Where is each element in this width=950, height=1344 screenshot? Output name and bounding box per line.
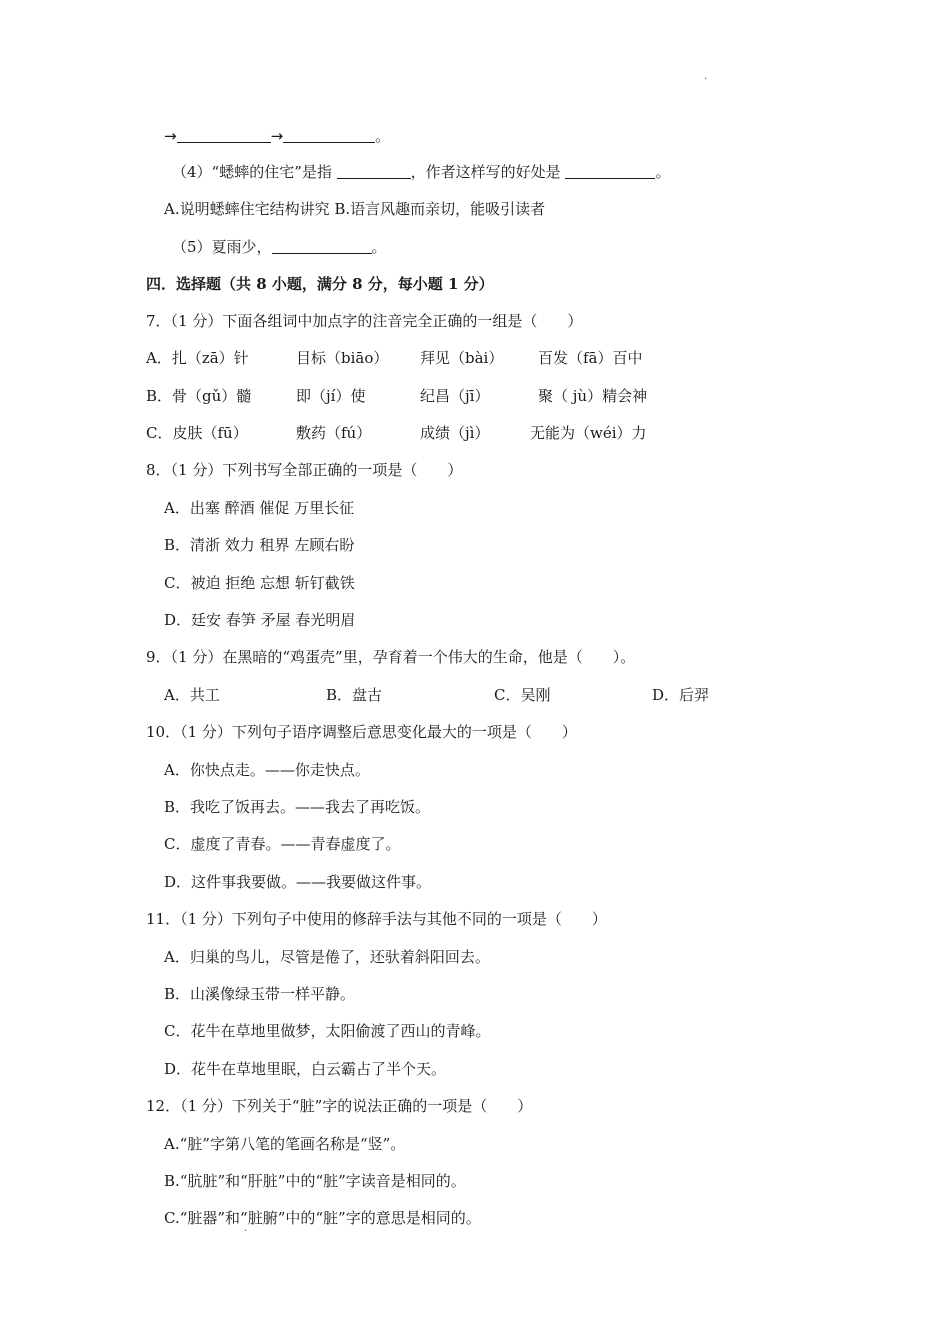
question-10-option-d[interactable]: D．这件事我要做。——我要做这件事。 <box>164 873 432 891</box>
sub-question-4: （4）“蟋蟀的住宅”是指 ，作者这样写的好处是 。 <box>172 163 671 181</box>
question-10-option-c[interactable]: C．虚度了青春。——青春虚度了。 <box>164 835 401 853</box>
question-12-option-c[interactable]: C.“脏器”和“脏腑”中的“脏”字的意思是相同的。 <box>164 1209 481 1227</box>
question-7-row-c: C．皮肤（fū） 敷药（fú） 成绩（jì） 无能为（wéi）力 <box>146 424 647 442</box>
question-9-option-b[interactable]: B．盘古 <box>326 686 383 704</box>
question-11-option-a[interactable]: A．归巢的鸟儿，尽管是倦了，还驮着斜阳回去。 <box>164 948 490 966</box>
answer-blank[interactable] <box>565 162 655 179</box>
answer-blank[interactable] <box>177 126 271 143</box>
question-10-option-b[interactable]: B．我吃了饭再去。——我去了再吃饭。 <box>164 798 431 816</box>
question-11-option-c[interactable]: C．花牛在草地里做梦，太阳偷渡了西山的青峰。 <box>164 1022 491 1040</box>
question-8-option-a[interactable]: A．出塞 醉酒 催促 万里长征 <box>164 499 355 517</box>
fill-line-arrows: → → 。 <box>164 127 391 145</box>
question-12-option-b[interactable]: B.“肮脏”和“肝脏”中的“脏”字读音是相同的。 <box>164 1172 466 1190</box>
answer-blank[interactable] <box>272 237 372 254</box>
question-7-stem: 7．（1 分）下面各组词中加点字的注音完全正确的一组是（ ） <box>146 312 583 330</box>
question-12-stem: 12．（1 分）下列关于“脏”字的说法正确的一项是（ ） <box>146 1097 533 1115</box>
speck-mark: · <box>244 1226 248 1237</box>
question-9-options <box>164 684 709 706</box>
question-8-option-c[interactable]: C．被迫 拒绝 忘想 斩钉截铁 <box>164 574 355 592</box>
question-8-option-b[interactable]: B．清浙 效力 租界 左顾右盼 <box>164 536 355 554</box>
question-9-option-c[interactable]: C．吴刚 <box>494 686 551 704</box>
question-9-option-d[interactable]: D．后羿 <box>652 686 710 704</box>
arrow-icon: → <box>270 127 284 145</box>
section-title: 四．选择题（共 8 小题，满分 8 分，每小题 1 分） <box>146 275 494 293</box>
question-11-stem: 11．（1 分）下列句子中使用的修辞手法与其他不同的一项是（ ） <box>146 910 607 928</box>
arrow-icon: → <box>164 127 177 145</box>
question-10-stem: 10．（1 分）下列句子语序调整后意思变化最大的一项是（ ） <box>146 723 577 741</box>
question-9-stem: 9．（1 分）在黑暗的“鸡蛋壳”里，孕育着一个伟大的生命，他是（ ）。 <box>146 648 636 666</box>
speck-mark: · <box>704 74 708 85</box>
question-11-option-d[interactable]: D．花牛在草地里眠，白云霸占了半个天。 <box>164 1060 447 1078</box>
question-7-row-b: B．骨（gǔ）髓 即（jí）使 纪昌（jī） 聚（ jù）精会神 <box>146 387 648 405</box>
sub-question-5: （5）夏雨少， 。 <box>172 238 387 256</box>
question-8-stem: 8．（1 分）下列书写全部正确的一项是（ ） <box>146 461 463 479</box>
question-7-row-a: A．扎（zā）针 目标（biāo） 拜见（bài） 百发（fā）百中 <box>146 349 643 367</box>
question-12-option-a[interactable]: A.“脏”字第八笔的笔画名称是“竖”。 <box>164 1135 406 1153</box>
answer-blank[interactable] <box>283 126 375 143</box>
sub-question-4-options: A.说明蟋蟀住宅结构讲究 B.语言风趣而亲切，能吸引读者 <box>164 200 546 218</box>
question-11-option-b[interactable]: B．山溪像绿玉带一样平静。 <box>164 985 356 1003</box>
question-9-option-a[interactable]: A．共工 <box>164 686 220 704</box>
question-8-option-d[interactable]: D．廷安 春笋 矛屋 春光明眉 <box>164 611 356 629</box>
answer-blank[interactable] <box>337 162 411 179</box>
question-10-option-a[interactable]: A．你快点走。——你走快点。 <box>164 761 370 779</box>
